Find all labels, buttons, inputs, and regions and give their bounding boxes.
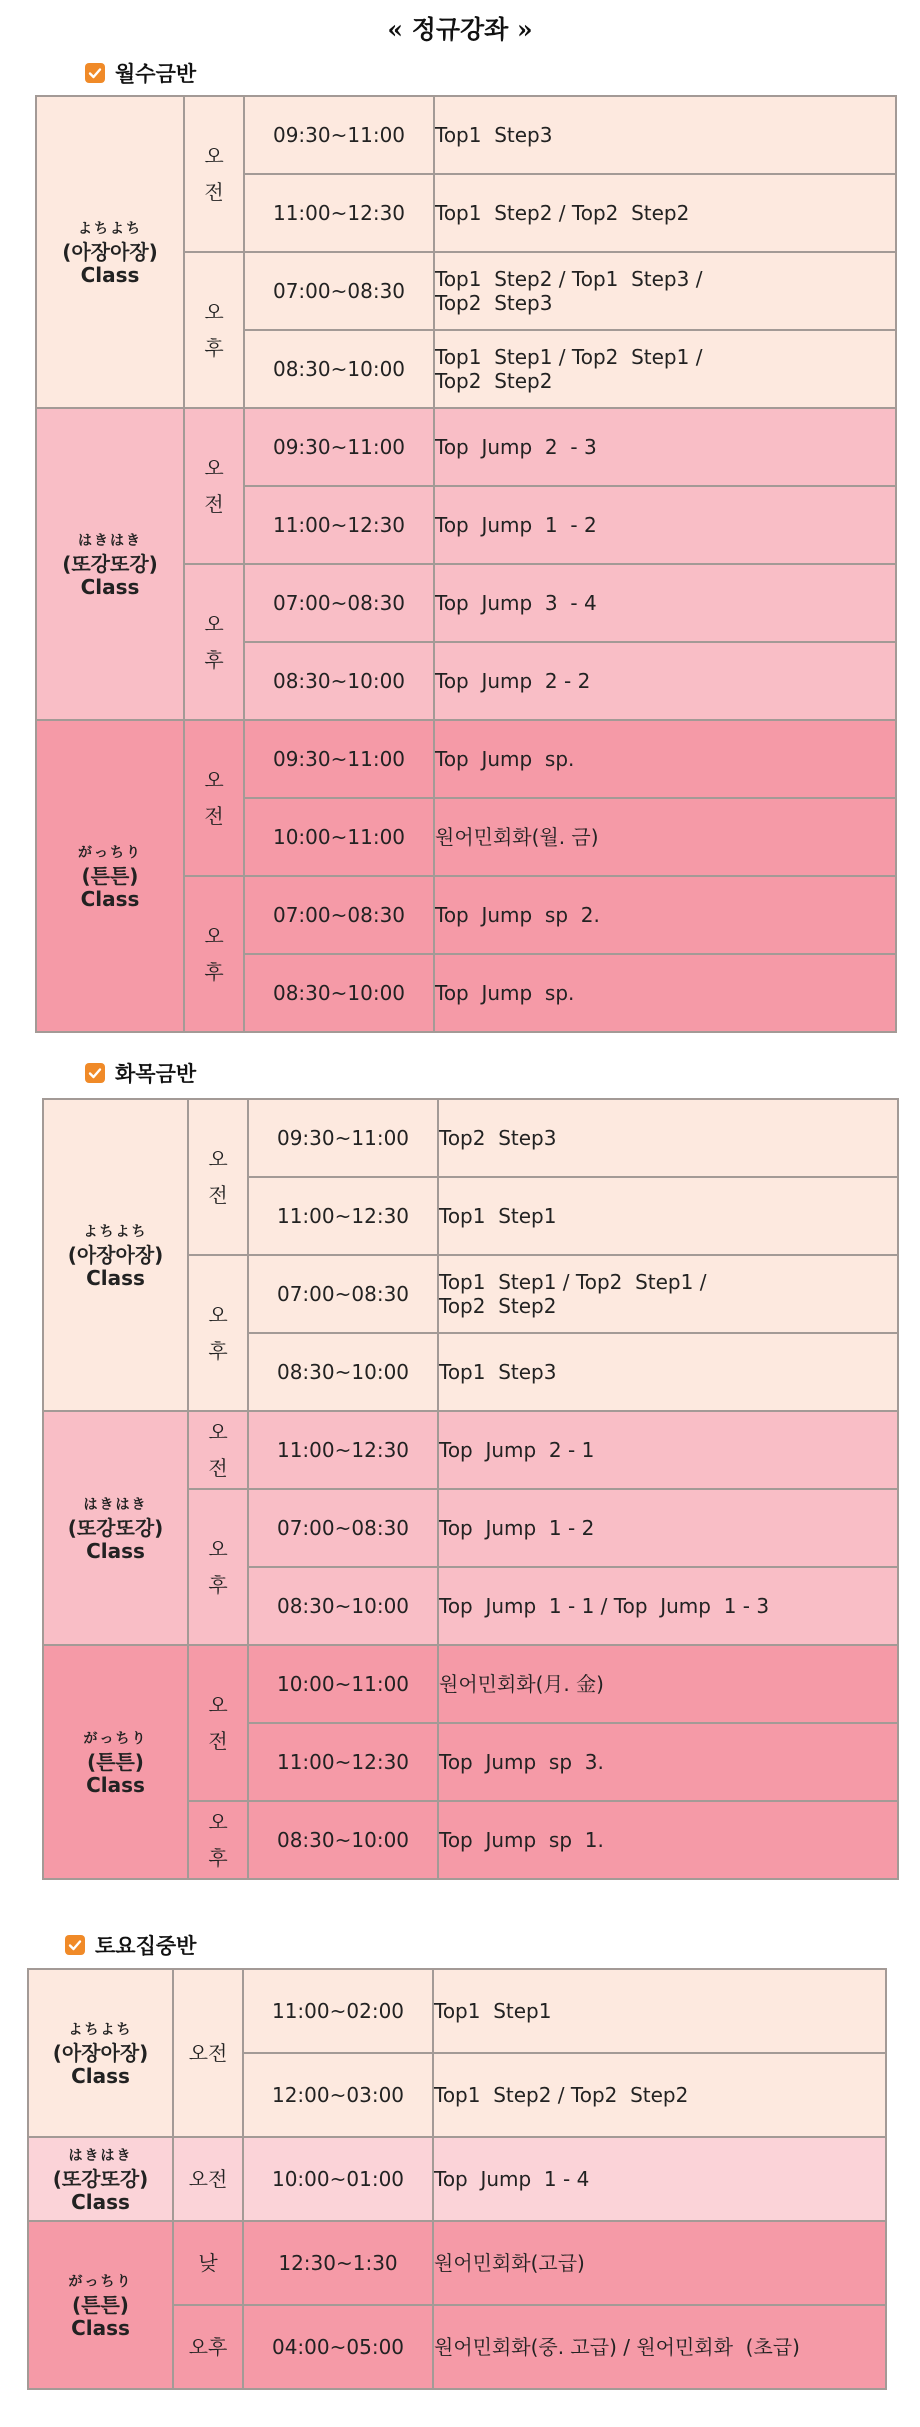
class-name: Top1 Step2 / Top2 Step2 xyxy=(434,174,896,252)
period-label: 오 후 xyxy=(184,564,244,720)
period-label: 오 전 xyxy=(188,1099,248,1255)
class-time: 08:30~10:00 xyxy=(244,954,434,1032)
class-time: 07:00~08:30 xyxy=(248,1489,438,1567)
section-heading xyxy=(65,1930,196,1960)
class-name: Top2 Step3 xyxy=(438,1099,898,1177)
section-heading xyxy=(85,58,196,88)
table-row xyxy=(36,720,896,798)
class-group-name xyxy=(28,2221,173,2389)
class-name: Top Jump sp 1. xyxy=(438,1801,898,1879)
period-label: 오 전 xyxy=(188,1645,248,1801)
class-group-line: (아장아장) xyxy=(67,1242,164,1267)
class-name: Top Jump 3 - 4 xyxy=(434,564,896,642)
class-name: Top Jump sp. xyxy=(434,720,896,798)
class-time: 04:00~05:00 xyxy=(243,2305,433,2389)
class-group-name xyxy=(28,2137,173,2221)
table-row xyxy=(43,1411,898,1489)
checkbox-icon xyxy=(65,1935,85,1955)
class-group-line: Class xyxy=(86,1538,145,1563)
class-group-line: (또강또강) xyxy=(62,551,158,576)
class-time: 11:00~12:30 xyxy=(244,486,434,564)
class-group-line: Class xyxy=(71,2189,130,2214)
class-group-line: Class xyxy=(86,1265,145,1290)
period-label: 오 전 xyxy=(184,96,244,252)
class-name: 원어민회화(月. 金) xyxy=(438,1645,898,1723)
class-name: Top1 Step3 xyxy=(434,96,896,174)
period-label: 오전 xyxy=(173,1969,243,2137)
class-name: Top1 Step2 / Top1 Step3 / Top2 Step3 xyxy=(434,252,896,330)
class-group-line: (또강또강) xyxy=(52,2166,149,2191)
table-row xyxy=(36,96,896,174)
class-time: 10:00~11:00 xyxy=(244,798,434,876)
checkbox-icon xyxy=(85,63,105,83)
class-group-line: Class xyxy=(86,1772,145,1797)
class-name: Top1 Step2 / Top2 Step2 xyxy=(433,2053,886,2137)
table-row xyxy=(28,2137,886,2221)
class-time: 07:00~08:30 xyxy=(244,564,434,642)
class-group-line: Class xyxy=(71,2063,130,2088)
class-group-name xyxy=(43,1645,188,1879)
class-time: 11:00~12:30 xyxy=(248,1177,438,1255)
section-heading-label: 토요집중반 xyxy=(95,1934,197,1958)
class-time: 10:00~01:00 xyxy=(243,2137,433,2221)
class-group-line: (튼튼) xyxy=(87,1749,144,1774)
period-label: 오 전 xyxy=(184,408,244,564)
class-name: 원어민회화(월. 금) xyxy=(434,798,896,876)
period-label: 오 후 xyxy=(188,1489,248,1645)
class-time: 11:00~12:30 xyxy=(244,174,434,252)
class-time: 08:30~10:00 xyxy=(244,642,434,720)
class-time: 07:00~08:30 xyxy=(244,876,434,954)
class-group-line: (아장아장) xyxy=(52,2040,149,2065)
class-group-line: (튼튼) xyxy=(81,863,139,888)
class-time: 10:00~11:00 xyxy=(248,1645,438,1723)
period-label: 오 전 xyxy=(184,720,244,876)
checkbox-icon xyxy=(85,1063,105,1083)
class-name: Top1 Step1 xyxy=(438,1177,898,1255)
class-group-line: (또강또강) xyxy=(67,1515,164,1540)
section-heading xyxy=(85,1058,196,1088)
class-group-line: Class xyxy=(80,262,140,287)
class-group-line: はきはき xyxy=(83,1496,148,1513)
class-name: Top Jump sp 2. xyxy=(434,876,896,954)
class-group-line: がっちり xyxy=(78,844,142,861)
class-name: Top Jump 1 - 2 xyxy=(434,486,896,564)
period-label: 오후 xyxy=(173,2305,243,2389)
section-heading-label: 화목금반 xyxy=(115,1062,197,1086)
class-group-line: よちよち xyxy=(83,1223,148,1240)
table-row xyxy=(36,408,896,486)
class-group-name xyxy=(28,1969,173,2137)
period-label: 낮 xyxy=(173,2221,243,2305)
period-label: 오 후 xyxy=(184,876,244,1032)
page-title: « 정규강좌 » xyxy=(387,15,533,44)
class-group-line: がっちり xyxy=(83,1730,148,1747)
class-group-line: Class xyxy=(71,2315,130,2340)
table-row xyxy=(28,1969,886,2053)
class-name: Top Jump 2 - 1 xyxy=(438,1411,898,1489)
class-group-name xyxy=(36,96,184,408)
class-time: 11:00~02:00 xyxy=(243,1969,433,2053)
class-group-line: はきはき xyxy=(68,2147,133,2164)
class-name: Top Jump 2 - 3 xyxy=(434,408,896,486)
class-group-name xyxy=(36,720,184,1032)
class-group-line: よちよち xyxy=(78,220,142,237)
class-time: 12:30~1:30 xyxy=(243,2221,433,2305)
period-label: 오전 xyxy=(173,2137,243,2221)
class-name: 원어민회화(고급) xyxy=(433,2221,886,2305)
class-time: 07:00~08:30 xyxy=(244,252,434,330)
class-name: Top1 Step3 xyxy=(438,1333,898,1411)
section-heading-label: 월수금반 xyxy=(115,62,197,86)
class-group-name xyxy=(36,408,184,720)
class-name: Top Jump 2 - 2 xyxy=(434,642,896,720)
class-time: 09:30~11:00 xyxy=(244,720,434,798)
period-label: 오 후 xyxy=(188,1801,248,1879)
class-group-name xyxy=(43,1099,188,1411)
class-time: 11:00~12:30 xyxy=(248,1723,438,1801)
class-time: 12:00~03:00 xyxy=(243,2053,433,2137)
class-name: Top Jump 1 - 1 / Top Jump 1 - 3 xyxy=(438,1567,898,1645)
class-name: Top Jump 1 - 4 xyxy=(433,2137,886,2221)
class-time: 08:30~10:00 xyxy=(248,1801,438,1879)
table-row xyxy=(43,1645,898,1723)
period-label: 오 후 xyxy=(184,252,244,408)
class-group-name xyxy=(43,1411,188,1645)
class-group-line: がっちり xyxy=(68,2273,133,2290)
class-name: Top Jump sp. xyxy=(434,954,896,1032)
class-name: Top Jump sp 3. xyxy=(438,1723,898,1801)
class-time: 07:00~08:30 xyxy=(248,1255,438,1333)
class-name: 원어민회화(중. 고급) / 원어민회화 (초급) xyxy=(433,2305,886,2389)
class-time: 09:30~11:00 xyxy=(244,96,434,174)
table-row xyxy=(43,1099,898,1177)
class-time: 09:30~11:00 xyxy=(244,408,434,486)
class-name: Top Jump 1 - 2 xyxy=(438,1489,898,1567)
class-group-line: (튼튼) xyxy=(72,2292,129,2317)
class-time: 11:00~12:30 xyxy=(248,1411,438,1489)
class-time: 08:30~10:00 xyxy=(248,1333,438,1411)
class-name: Top1 Step1 xyxy=(433,1969,886,2053)
period-label: 오 후 xyxy=(188,1255,248,1411)
class-time: 08:30~10:00 xyxy=(244,330,434,408)
period-label: 오 전 xyxy=(188,1411,248,1489)
schedule-table xyxy=(42,1098,899,1880)
class-name: Top1 Step1 / Top2 Step1 / Top2 Step2 xyxy=(438,1255,898,1333)
class-group-line: Class xyxy=(80,886,140,911)
schedule-table xyxy=(35,95,897,1033)
table-row xyxy=(28,2221,886,2305)
schedule-table xyxy=(27,1968,887,2390)
class-name: Top1 Step1 / Top2 Step1 / Top2 Step2 xyxy=(434,330,896,408)
class-group-line: Class xyxy=(80,574,140,599)
class-group-line: はきはき xyxy=(78,532,142,549)
class-group-line: よちよち xyxy=(68,2021,133,2038)
class-time: 09:30~11:00 xyxy=(248,1099,438,1177)
class-group-line: (아장아장) xyxy=(62,239,158,264)
class-time: 08:30~10:00 xyxy=(248,1567,438,1645)
